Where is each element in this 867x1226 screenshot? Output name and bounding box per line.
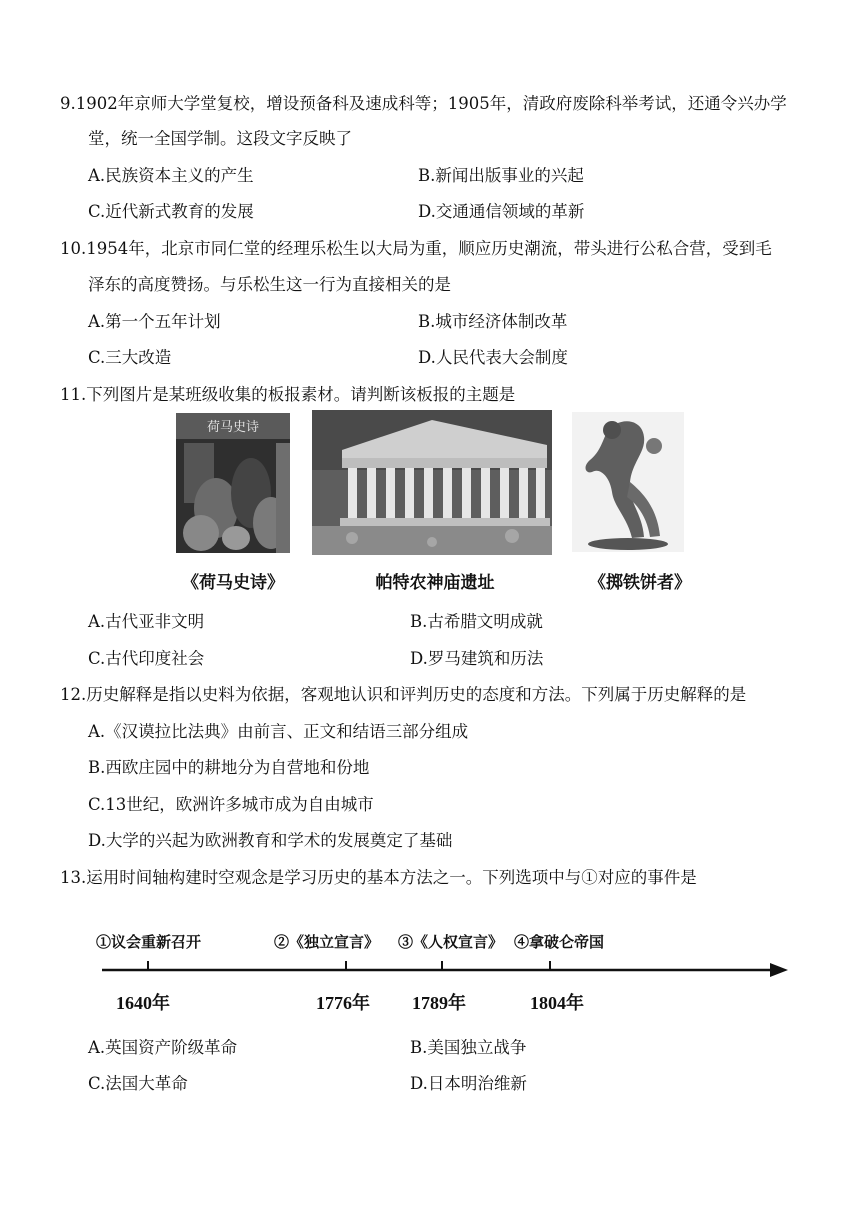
q9-stem-line1: 9.1902年京师大学堂复校，增设预备科及速成科等；1905年，清政府废除科举考试，还通令兴办学	[60, 94, 787, 113]
q13-stem: 13.运用时间轴构建时空观念是学习历史的基本方法之一。下列选项中与①对应的事件是	[60, 868, 697, 887]
q10-option-a[interactable]: A.第一个五年计划	[88, 312, 221, 331]
q10-option-b[interactable]: B.城市经济体制改革	[418, 312, 568, 331]
discobolus-caption: 《掷铁饼者》	[589, 573, 691, 593]
q10-stem-line1: 10.1954年，北京市同仁堂的经理乐松生以大局为重，顺应历史潮流，带头进行公私合营，受到毛	[60, 239, 772, 258]
timeline	[90, 925, 800, 1025]
homer-epic-image	[176, 413, 290, 553]
timeline-event-3-label: ③《人权宣言》	[398, 933, 504, 951]
discobolus-image	[572, 412, 684, 552]
timeline-year-4: 1804年	[530, 993, 584, 1013]
q11-option-d[interactable]: D.罗马建筑和历法	[410, 649, 544, 668]
timeline-ticks	[148, 961, 550, 970]
q9-option-c[interactable]: C.近代新式教育的发展	[88, 202, 254, 221]
homer-epic-caption: 《荷马史诗》	[182, 573, 284, 593]
q11-option-a[interactable]: A.古代亚非文明	[88, 612, 205, 631]
q10-option-d[interactable]: D.人民代表大会制度	[418, 348, 568, 367]
q12-option-c[interactable]: C.13世纪，欧洲许多城市成为自由城市	[88, 795, 374, 814]
q11-stem: 11.下列图片是某班级收集的板报素材。请判断该板报的主题是	[60, 385, 516, 404]
q13-option-a[interactable]: A.英国资产阶级革命	[88, 1038, 238, 1057]
q12-option-b[interactable]: B.西欧庄园中的耕地分为自营地和份地	[88, 758, 370, 777]
homer-epic-cover-title: 荷马史诗	[206, 420, 259, 435]
q9-option-b[interactable]: B.新闻出版事业的兴起	[418, 166, 584, 185]
timeline-event-2-label: ②《独立宣言》	[274, 933, 380, 951]
parthenon-caption: 帕特农神庙遗址	[375, 573, 495, 593]
q12-option-a[interactable]: A.《汉谟拉比法典》由前言、正文和结语三部分组成	[88, 722, 469, 741]
q11-option-b[interactable]: B.古希腊文明成就	[410, 612, 543, 631]
timeline-year-2: 1776年	[316, 993, 370, 1013]
discobolus-illustration	[572, 412, 684, 552]
q11-option-c[interactable]: C.古代印度社会	[88, 649, 205, 668]
q9-option-a[interactable]: A.民族资本主义的产生	[88, 166, 254, 185]
q13-option-c[interactable]: C.法国大革命	[88, 1074, 188, 1093]
timeline-event-1-label: ①议会重新召开	[96, 933, 202, 951]
q13-option-b[interactable]: B.美国独立战争	[410, 1038, 527, 1057]
timeline-year-3: 1789年	[412, 993, 466, 1013]
timeline-event-4-label: ④拿破仑帝国	[514, 933, 605, 951]
q10-option-c[interactable]: C.三大改造	[88, 348, 172, 367]
q12-stem: 12.历史解释是指以史料为依据，客观地认识和评判历史的态度和方法。下列属于历史解释的是	[60, 685, 747, 704]
parthenon-image	[312, 410, 552, 555]
timeline-year-1: 1640年	[116, 993, 170, 1013]
parthenon-illustration	[312, 410, 552, 555]
timeline-arrow-icon	[770, 963, 788, 977]
q12-option-d[interactable]: D.大学的兴起为欧洲教育和学术的发展奠定了基础	[88, 831, 453, 850]
q9-option-d[interactable]: D.交通通信领域的革新	[418, 202, 585, 221]
q10-stem-line2: 泽东的高度赞扬。与乐松生这一行为直接相关的是	[88, 275, 451, 294]
q9-stem-line2: 堂，统一全国学制。这段文字反映了	[88, 129, 352, 148]
q13-option-d[interactable]: D.日本明治维新	[410, 1074, 527, 1093]
